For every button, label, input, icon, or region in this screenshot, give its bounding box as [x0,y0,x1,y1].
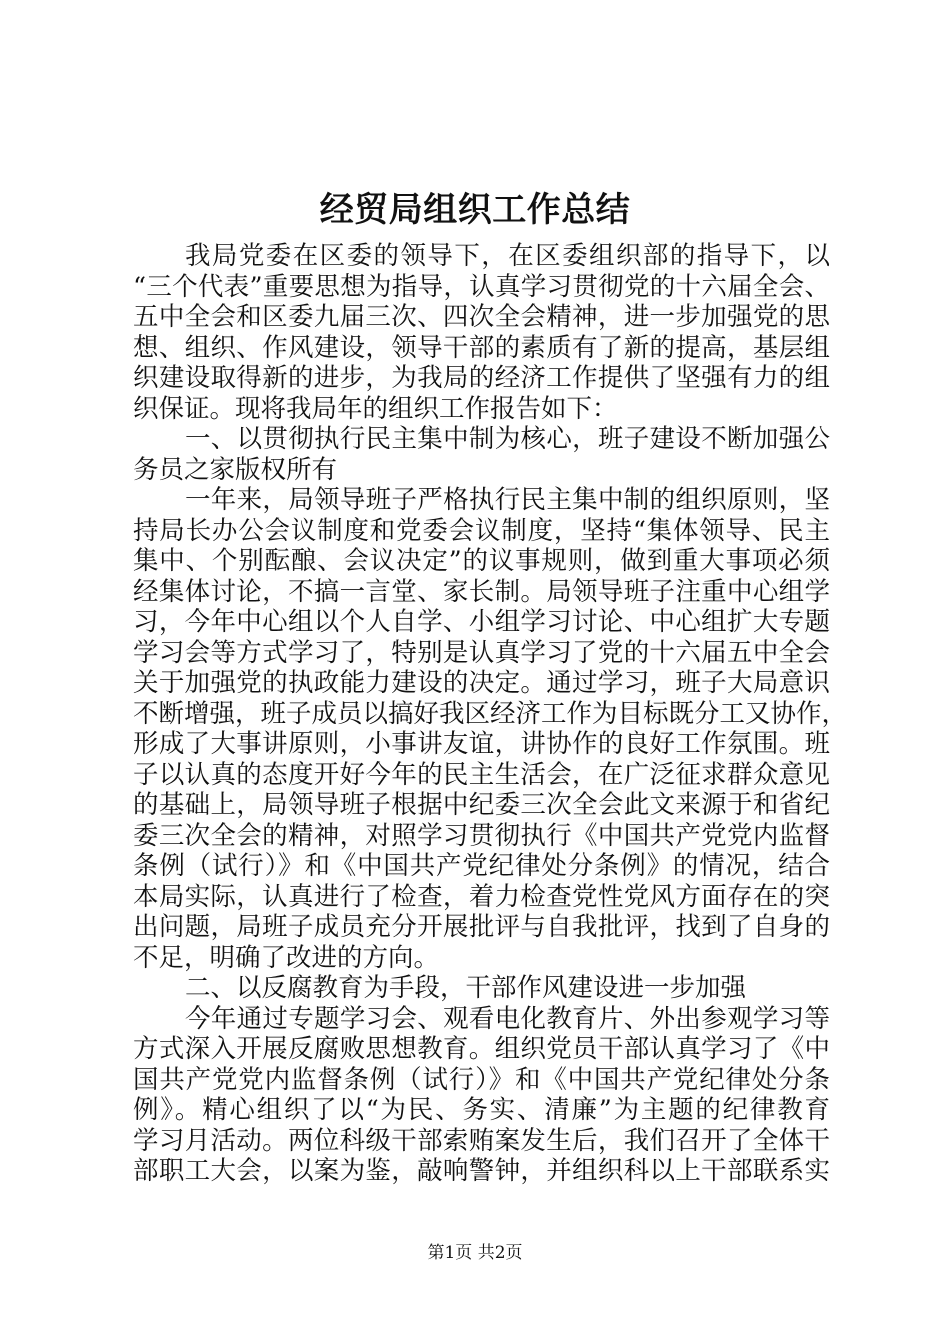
body-line: 形成了大事讲原则，小事讲友谊，讲协作的良好工作氛围。班 [133,729,830,759]
body-line: 子以认真的态度开好今年的民主生活会，在广泛征求群众意见 [133,759,830,790]
body-line: 委三次全会的精神，对照学习贯彻执行《中国共产党党内监督 [133,820,830,851]
body-line: 学习月活动。两位科级干部索贿案发生后，我们召开了全体干 [133,1125,830,1156]
paragraph-section-2 [133,1004,830,1187]
body-line: 织建设取得新的进步，为我局的经济工作提供了坚强有力的组 [133,363,830,393]
body-line: 不足，明确了改进的方向。 [133,942,440,973]
body-line: “三个代表”重要思想为指导，认真学习贯彻党的十六届全会、 [133,271,830,302]
body-line: 习，今年中心组以个人自学、小组学习讨论、中心组扩大专题 [133,607,830,637]
heading-line: 务员之家版权所有 [133,454,338,485]
body-line: 的基础上，局领导班子根据中纪委三次全会此文来源于和省纪 [133,790,830,820]
body-line: 国共产党党内监督条例（试行）》和《中国共产党纪律处分条 [133,1064,830,1095]
document-body [133,241,848,1187]
body-line: 持局长办公会议制度和党委会议制度，坚持“集体领导、民主 [133,515,830,546]
body-line: 不断增强，班子成员以搞好我区经济工作为目标既分工又协作， [133,698,848,729]
body-line: 方式深入开展反腐败思想教育。组织党员干部认真学习了《中 [133,1034,830,1064]
body-line: 出问题，局班子成员充分开展批评与自我批评，找到了自身的 [133,912,830,942]
paragraph-intro [133,241,830,424]
document-title: 经贸局组织工作总结 [319,190,631,230]
paragraph-section-1 [133,485,848,973]
body-line: 一年来，局领导班子严格执行民主集中制的组织原则，坚 [185,485,830,515]
body-line: 条例（试行）》和《中国共产党纪律处分条例》的情况，结合 [133,851,830,881]
section-heading-2 [133,973,830,1004]
body-line: 集中、个别酝酿、会议决定”的议事规则，做到重大事项必须 [133,546,830,576]
body-line: 例》。精心组织了以“为民、务实、清廉”为主题的纪律教育 [133,1095,830,1125]
body-line: 经集体讨论，不搞一言堂、家长制。局领导班子注重中心组学 [133,576,830,607]
body-line: 想、组织、作风建设，领导干部的素质有了新的提高，基层组 [133,332,830,363]
body-line: 我局党委在区委的领导下，在区委组织部的指导下，以 [185,241,830,271]
body-line: 织保证。现将我局年的组织工作报告如下： [133,393,618,424]
body-line: 本局实际，认真进行了检查，着力检查党性党风方面存在的突 [133,881,830,912]
page-number-footer: 第1页 共2页 [427,1243,523,1263]
section-heading-1 [133,424,830,485]
heading-line: 一、以贯彻执行民主集中制为核心，班子建设不断加强公 [185,424,830,454]
body-line: 学习会等方式学习了，特别是认真学习了党的十六届五中全会 [133,637,830,668]
body-line: 五中全会和区委九届三次、四次全会精神，进一步加强党的思 [133,302,830,332]
body-line: 今年通过专题学习会、观看电化教育片、外出参观学习等 [185,1003,830,1034]
body-line: 部职工大会，以案为鉴，敲响警钟，并组织科以上干部联系实 [133,1156,830,1186]
body-line: 关于加强党的执政能力建设的决定。通过学习，班子大局意识 [133,668,830,698]
heading-line: 二、以反腐教育为手段，干部作风建设进一步加强 [185,973,747,1003]
